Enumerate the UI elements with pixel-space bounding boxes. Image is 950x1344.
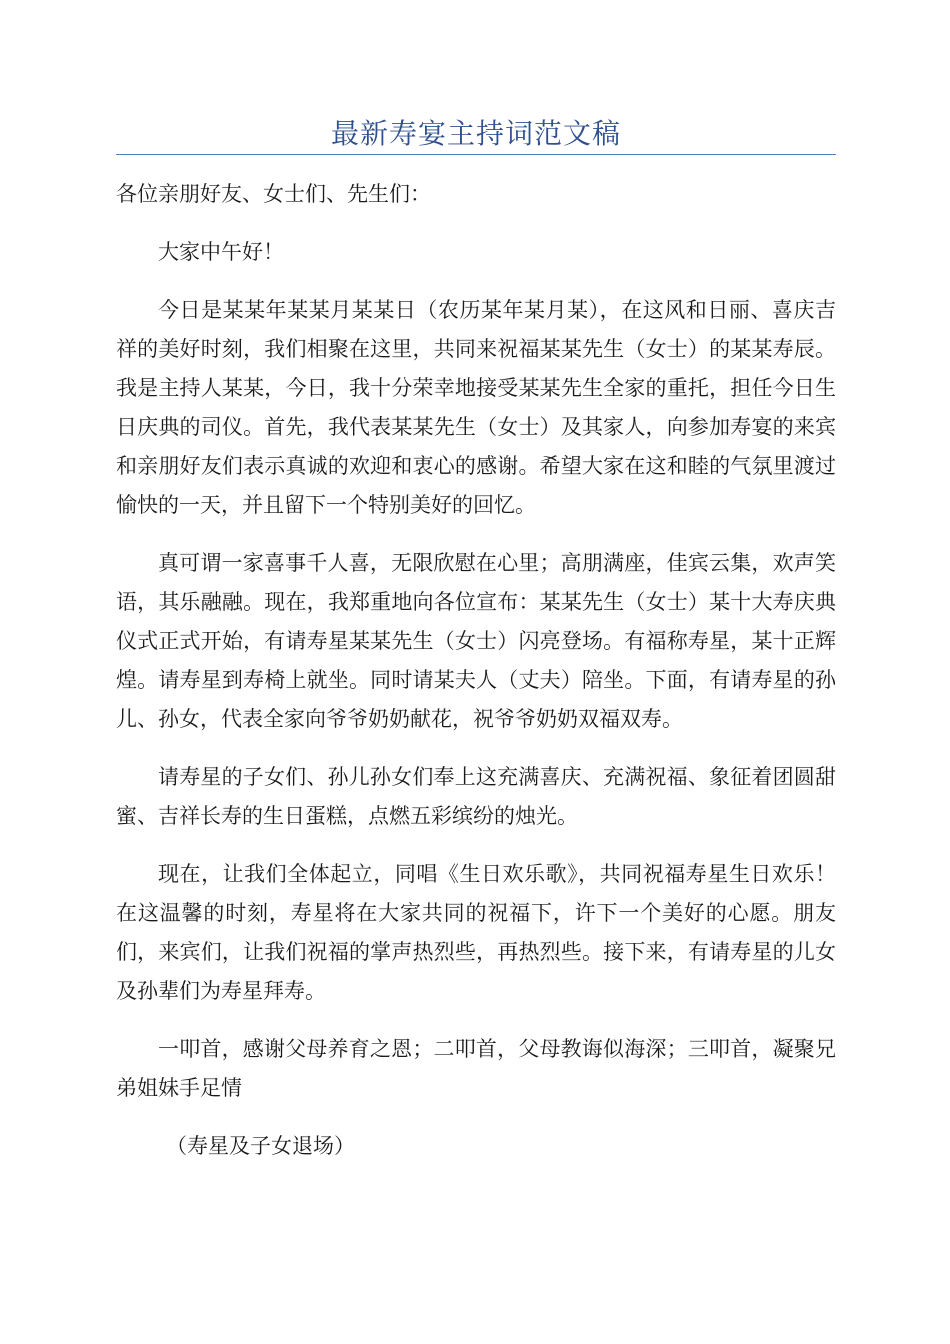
- salutation: 各位亲朋好友、女士们、先生们：: [116, 182, 431, 206]
- document-title: 最新寿宴主持词范文稿: [330, 117, 621, 150]
- paragraph-birthday-song: 现在，让我们全体起立，同唱《生日欢乐歌》，共同祝福寿星生日欢乐！在这温馨的时刻，寿星将在大家共同的祝福下，许下一个美好的心愿。朋友们，来宾们，让我们祝福的掌声热烈些，再热烈些。接下来，有请寿星的儿女及孙辈们为寿星拜寿。: [116, 862, 836, 1003]
- title-underline: [116, 154, 836, 155]
- paragraph-ceremony-start: 真可谓一家喜事千人喜，无限欣慰在心里；高朋满座，佳宾云集，欢声笑语，其乐融融。现在，我郑重地向各位宣布：某某先生（女士）某十大寿庆典仪式正式开始，有请寿星某某先生（女士）闪亮登场。有福称寿星，某十正辉煌。请寿星到寿椅上就坐。同时请某夫人（丈夫）陪坐。下面，有请寿星的孙儿、孙女，代表全家向爷爷奶奶献花，祝爷爷奶奶双福双寿。: [116, 551, 836, 731]
- paragraph-greeting: 大家中午好！: [158, 240, 284, 264]
- paragraph-bows: 一叩首，感谢父母养育之恩；二叩首，父母教诲似海深；三叩首，凝聚兄弟姐妹手足情: [116, 1037, 836, 1100]
- document-body: [116, 175, 836, 1185]
- stage-note: （寿星及子女退场）: [166, 1134, 355, 1158]
- paragraph-cake: 请寿星的子女们、孙儿孙女们奉上这充满喜庆、充满祝福、象征着团圆甜蜜、吉祥长寿的生日蛋糕，点燃五彩缤纷的烛光。: [116, 765, 836, 828]
- paragraph-opening: 今日是某某年某某月某某日（农历某年某月某），在这风和日丽、喜庆吉祥的美好时刻，我们相聚在这里，共同来祝福某某先生（女士）的某某寿辰。我是主持人某某，今日，我十分荣幸地接受某某先生全家的重托，担任今日生日庆典的司仪。首先，我代表某某先生（女士）及其家人，向参加寿宴的来宾和亲朋好友们表示真诚的欢迎和衷心的感谢。希望大家在这和睦的气氛里渡过愉快的一天，并且留下一个特别美好的回忆。: [116, 298, 836, 517]
